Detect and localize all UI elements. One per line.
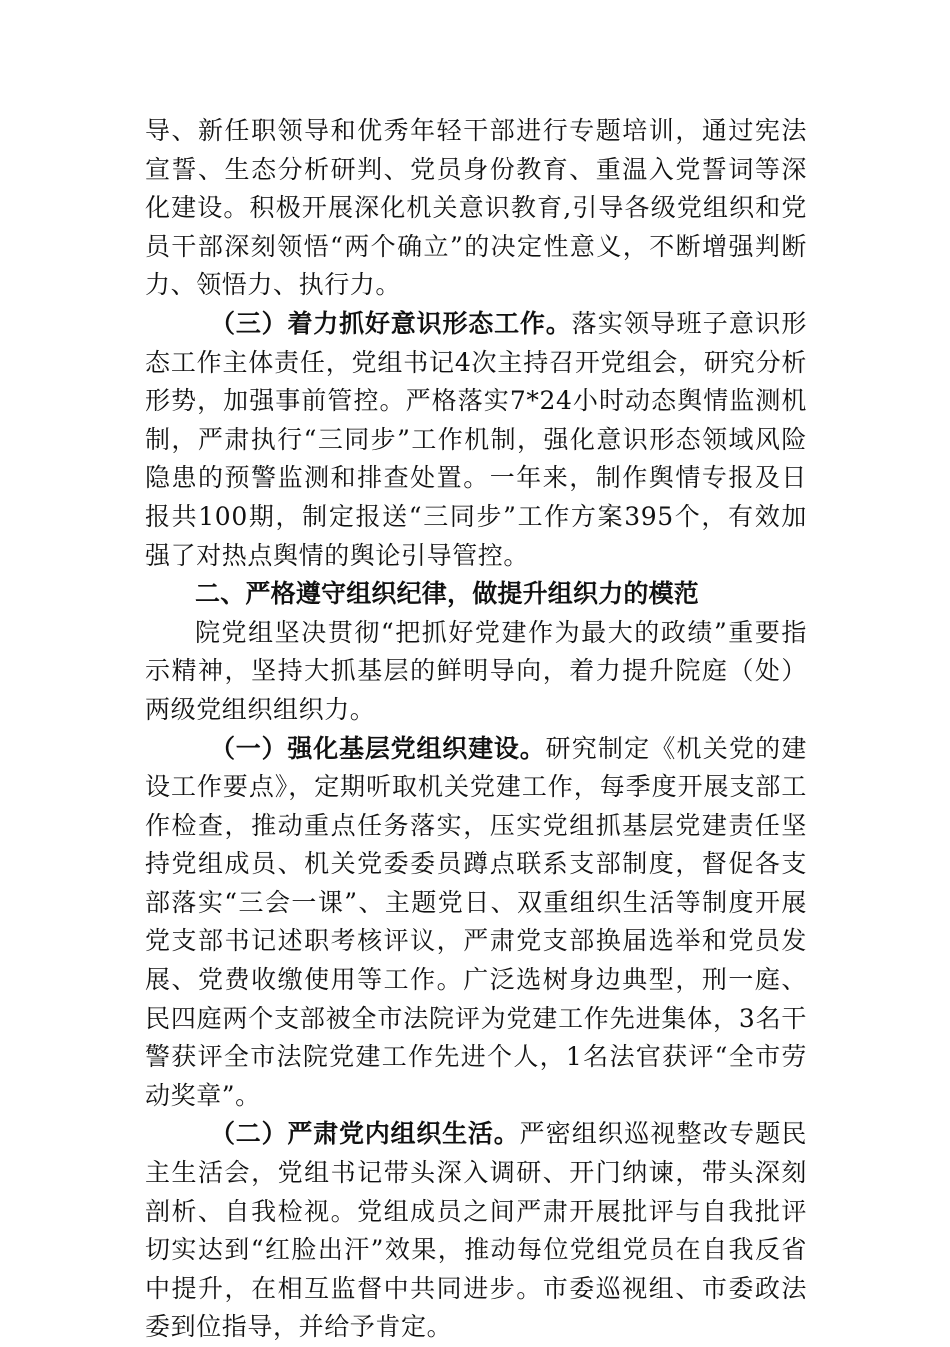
paragraph-organizational-life	[145, 1115, 807, 1347]
subheading-ideology-work: （三）着力抓好意识形态工作。	[210, 308, 572, 338]
paragraph-ideology-work	[145, 305, 807, 575]
paragraph-organizational-life-text: 严密组织巡视整改专题民主生活会，党组书记带头深入调研、开门纳谏，带头深刻剖析、自我检视。党组成员之间严肃开展批评与自我批评切实达到“红脸出汗”效果，推动每位党组党员在自我反省中提升，在相互监督中共同进步。市委巡视组、市委政法委到位指导，并给予肯定。	[145, 1119, 807, 1342]
paragraph-ideology-work-text: 落实领导班子意识形态工作主体责任，党组书记4次主持召开党组会，研究分析形势，加强事前管控。严格落实7*24小时动态舆情监测机制，严肃执行“三同步”工作机制，强化意识形态领域风险隐患的预警监测和排查处置。一年来，制作舆情专报及日报共100期，制定报送“三同步”工作方案395个，有效加强了对热点舆情的舆论引导管控。	[145, 308, 807, 570]
paragraph-training: 导、新任职领导和优秀年轻干部进行专题培训，通过宪法宣誓、生态分析研判、党员身份教育、重温入党誓词等深化建设。积极开展深化机关意识教育,引导各级党组织和党员干部深刻领悟“两个确立”的决定性意义，不断增强判断力、领悟力、执行力。	[145, 116, 807, 300]
paragraph-grassroots-building-text: 研究制定《机关党的建设工作要点》，定期听取机关党建工作，每季度开展支部工作检查，推动重点任务落实，压实党组抓基层党建责任坚持党组成员、机关党委委员蹲点联系支部制度，督促各支部落实“三会一课”、主题党日、双重组织生活等制度开展党支部书记述职考核评议，严肃党支部换届选举和党员发展、党费收缴使用等工作。广泛选树身边典型，刑一庭、民四庭两个支部被全市法院评为党建工作先进集体，3名干警获评全市法院党建工作先进个人，1名法官获评“全市劳动奖章”。	[145, 733, 807, 1110]
document-body	[145, 112, 807, 1347]
paragraph-grassroots-building	[145, 730, 807, 1116]
subheading-organizational-life: （二）严肃党内组织生活。	[210, 1119, 520, 1149]
section-heading-organization-discipline: 二、严格遵守组织纪律，做提升组织力的模范	[195, 579, 700, 609]
paragraph-party-leadership: 院党组坚决贯彻“把抓好党建作为最大的政绩”重要指示精神，坚持大抓基层的鲜明导向，着力提升院庭（处）两级党组织组织力。	[145, 617, 807, 724]
subheading-grassroots-building: （一）强化基层党组织建设。	[210, 733, 546, 763]
